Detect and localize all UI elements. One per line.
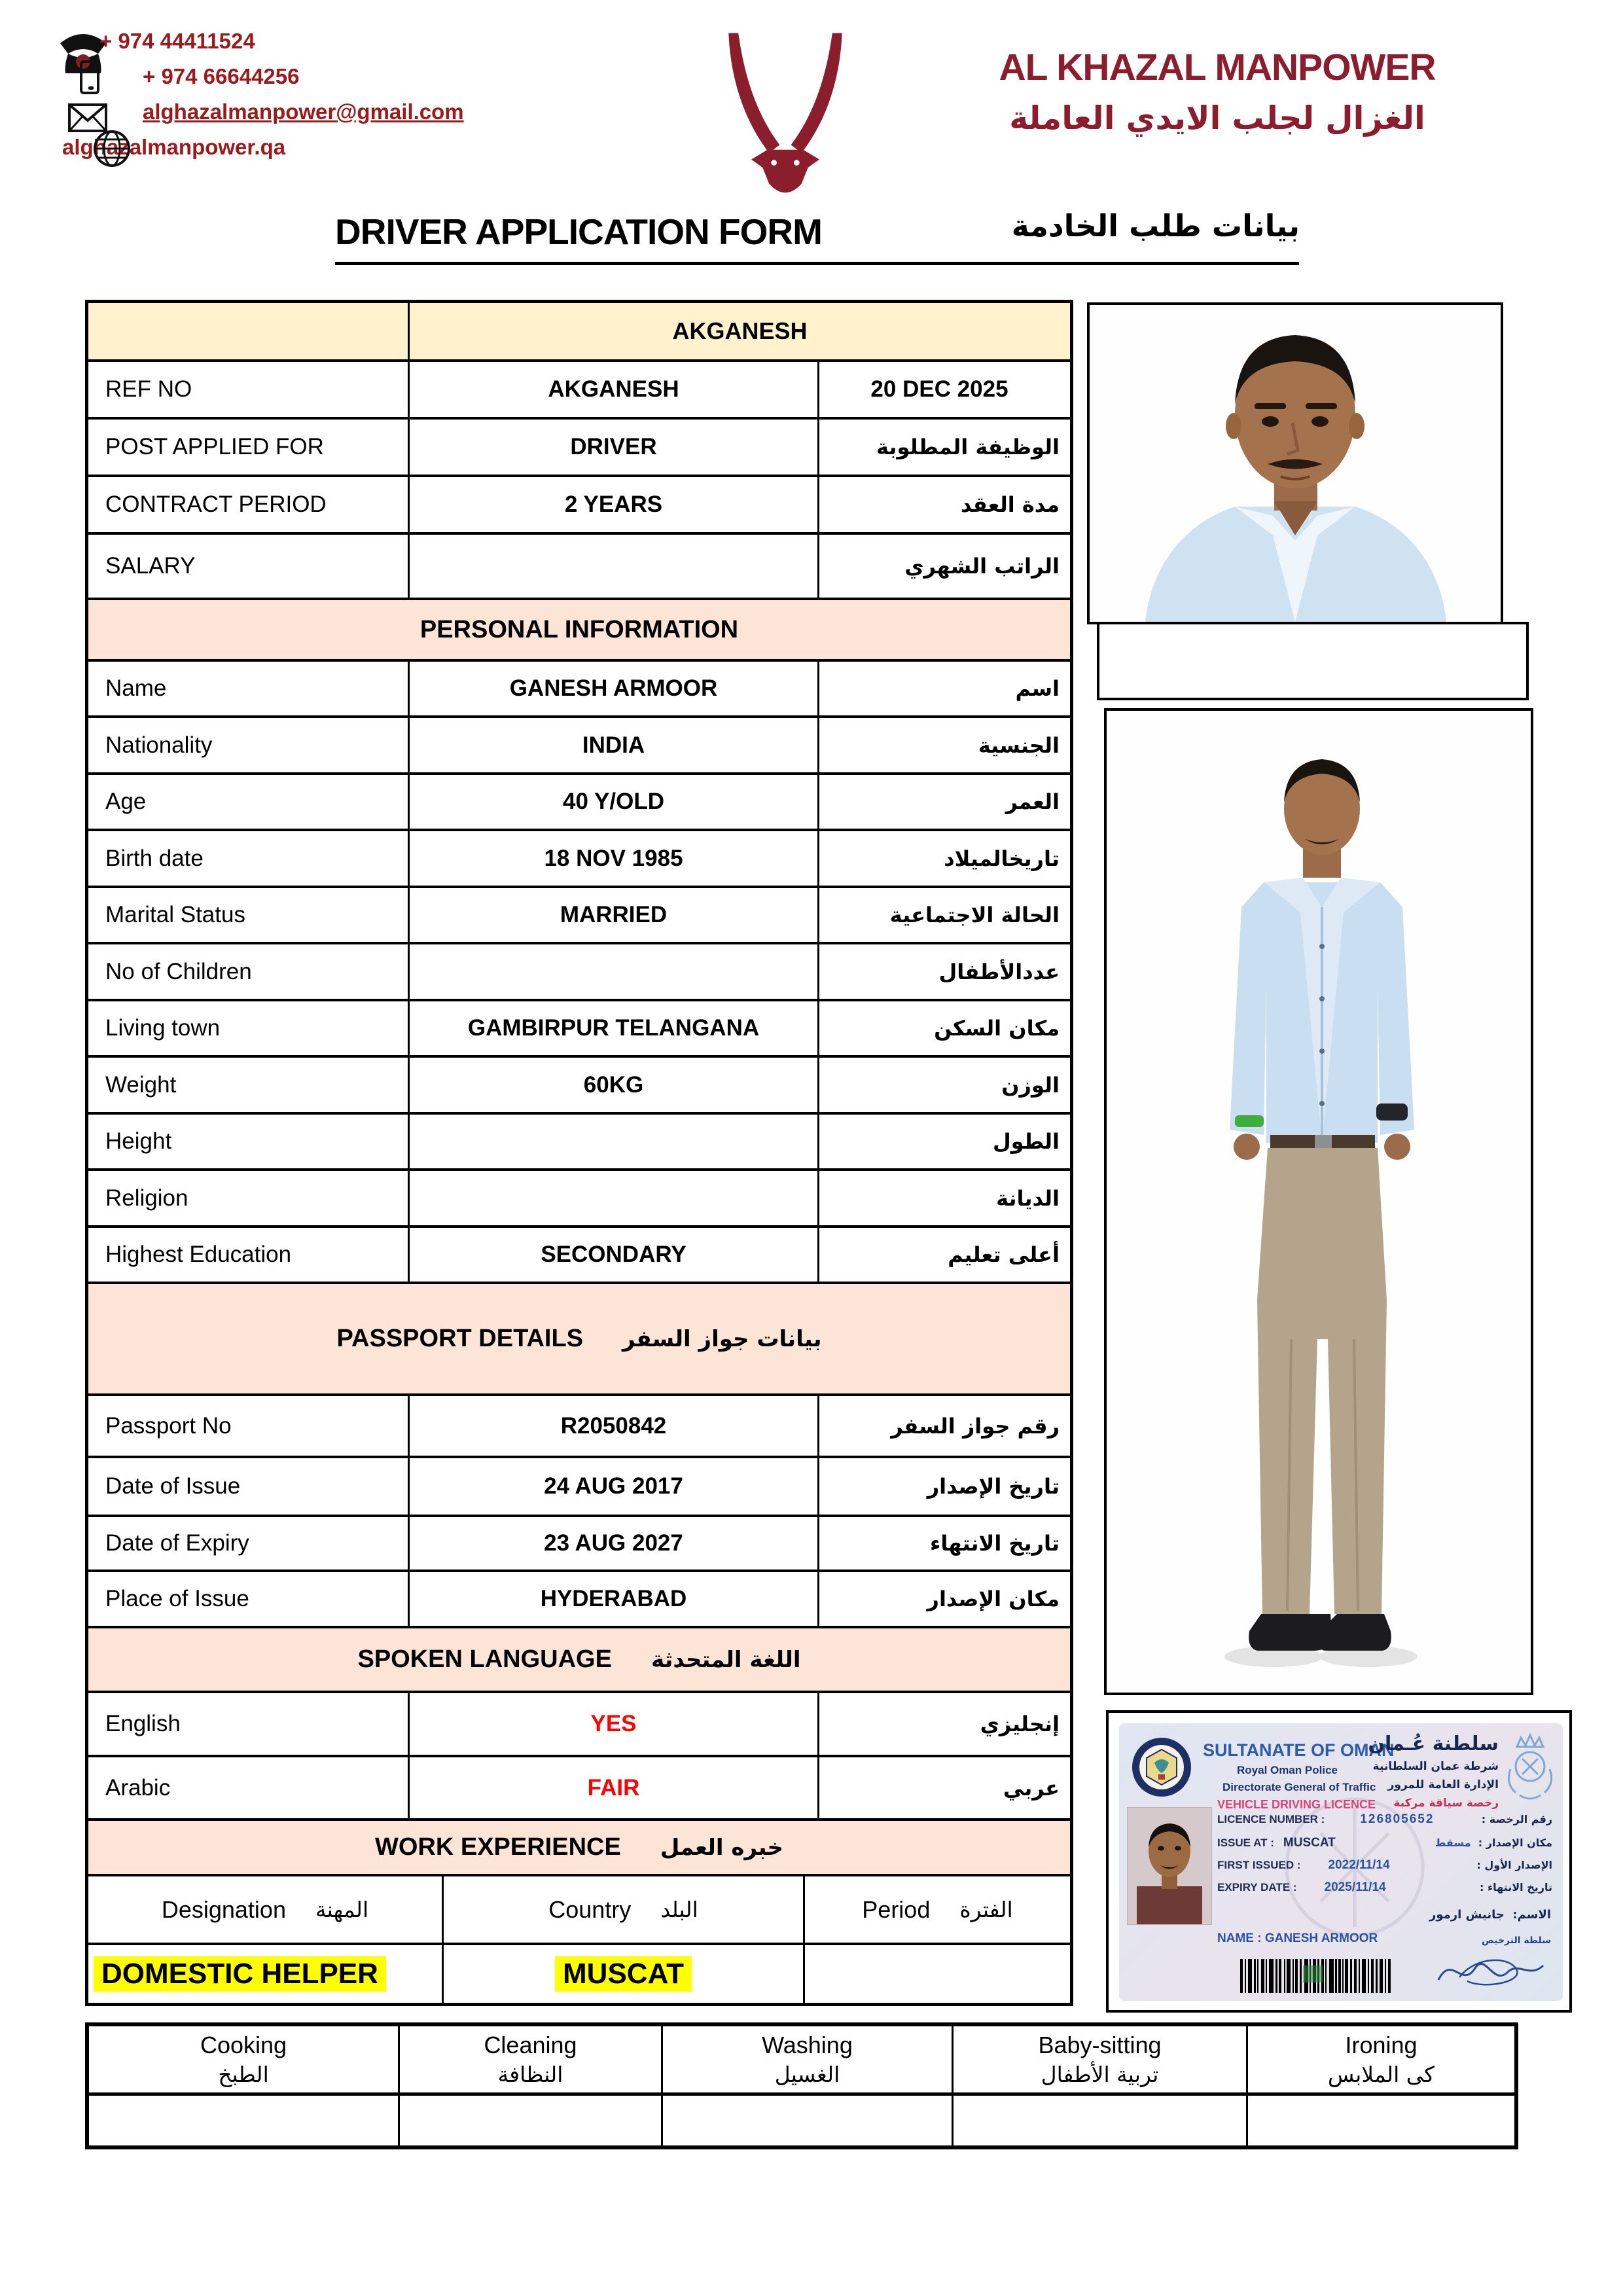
page-title-ar: بيانات طلب الخادمة [1011,208,1300,243]
table-row [88,362,1070,420]
skill-value-cell [1246,2096,1514,2145]
section-header-passport: PASSPORT DETAILS بيانات جواز السفر [88,1284,1070,1396]
row-label-ar: الوزن [817,1058,1070,1112]
table-row [88,1517,1070,1572]
contact-phone: + 974 44411524 [99,29,255,53]
skill-value-cell [89,2096,398,2145]
gcc-emblem [1131,1736,1192,1798]
signature [1433,1948,1551,1994]
row-label-ar: الديانة [817,1171,1070,1225]
row-label: Birth date [105,845,204,871]
row-label-ar: الوظيفة المطلوبة [817,420,1070,475]
row-label-ar: أعلى تعليم [817,1228,1070,1282]
skill-header: Ironing كى الملابس [1246,2026,1514,2092]
contact-website: alghazalmanpower.qa [62,135,286,159]
row-label: POST APPLIED FOR [105,434,324,459]
row-value: YES [408,1693,817,1755]
row-label-ar: الجنسية [817,718,1070,772]
application-table [85,300,1073,2006]
row-label: Highest Education [105,1242,292,1267]
card-country-en: SULTANATE OF OMAN [1203,1740,1395,1760]
row-label: English [105,1711,181,1736]
row-value [408,1171,817,1225]
row-value [408,1115,817,1168]
row-label: SALARY [105,553,196,579]
row-label: Name [105,675,167,701]
row-value: MARRIED [408,888,817,942]
licence-card-face [1119,1723,1563,2001]
full-body-photo [1104,708,1533,1695]
row-label-ar: مدة العقد [817,477,1070,532]
row-value: 18 NOV 1985 [408,831,817,886]
row-value [408,535,817,598]
section-header-personal: PERSONAL INFORMATION [88,600,1070,662]
contact-email-link[interactable]: alghazalmanpower@gmail.com [143,99,464,124]
row-label-ar: مكان الإصدار [817,1572,1070,1626]
table-row [88,420,1070,477]
row-label-ar: إنجليزي [817,1693,1070,1755]
table-row [88,775,1070,831]
skill-value-cell [398,2096,661,2145]
row-value [408,944,817,999]
section-header-work: WORK EXPERIENCE خبره العمل [88,1821,1070,1876]
table-row [88,1228,1070,1284]
table-row [88,1115,1070,1171]
row-value: INDIA [408,718,817,772]
brand-name-ar: الغزال لجلب الايدي العاملة [1009,99,1425,137]
table-row [88,1396,1070,1458]
table-row [88,888,1070,944]
row-label: Passport No [105,1412,232,1439]
row-label: Nationality [105,732,213,758]
envelope-icon [68,103,107,132]
card-org1-ar: شرطة عمان السلطانية [1372,1760,1499,1773]
row-value: GAMBIRPUR TELANGANA [408,1001,817,1055]
licence-field: FIRST ISSUED : 2022/11/14 الإصدار الأول : [1217,1858,1552,1872]
card-name-ar: الاسم: جانيش ارمور [1429,1908,1551,1922]
table-row [88,477,1070,535]
table-row [88,831,1070,888]
table-row [88,1693,1070,1757]
work-experience-row [88,1945,1070,2003]
skill-value-cell [661,2096,952,2145]
table-row [88,944,1070,1001]
headshot-photo [1087,302,1503,624]
row-label-ar: الحالة الاجتماعية [817,888,1070,942]
row-label: Date of Issue [105,1473,241,1499]
table-row [88,1572,1070,1628]
row-label-ar: عددالأطفال [817,944,1070,999]
candidate-code: AKGANESH [408,303,1070,359]
skill-header: Cleaning النظافة [398,2026,661,2092]
row-label: Weight [105,1071,177,1098]
row-value: 40 Y/OLD [408,775,817,829]
row-label: Height [105,1128,172,1154]
row-label-ar: تاريخ الانتهاء [817,1517,1070,1570]
skill-header: Washing الغسيل [661,2026,952,2092]
row-right: 20 DEC 2025 [817,362,1070,417]
table-row [88,1757,1070,1821]
table-row [88,718,1070,775]
row-value: DRIVER [408,420,817,475]
card-country-ar: سلطنة عُـمان [1368,1732,1499,1755]
page-title: DRIVER APPLICATION FORM [335,211,822,252]
empty-cell [88,303,408,359]
mobile-icon [80,60,99,94]
table-row [88,1058,1070,1115]
barcode [1240,1959,1392,1993]
row-label: Place of Issue [105,1586,249,1611]
card-doc-ar: رخصة سياقة مركبة [1393,1797,1499,1810]
row-label-ar: العمر [817,775,1070,829]
table-row [88,662,1070,718]
licence-field: EXPIRY DATE : 2025/11/14 تاريخ الانتهاء : [1217,1880,1552,1894]
skill-value-cell [952,2096,1246,2145]
section-header-language: SPOKEN LANGUAGE اللغة المتحدثة [88,1628,1070,1693]
licence-field: ISSUE AT : MUSCAT مكان الإصدار : مسقط [1217,1836,1552,1850]
candidate-code-header [88,303,1070,362]
table-row [88,1001,1070,1058]
card-name-en: NAME : GANESH ARMOOR [1217,1931,1378,1945]
row-value: HYDERABAD [408,1572,817,1626]
row-value: 60KG [408,1058,817,1112]
table-row [88,1171,1070,1228]
driving-licence-card [1106,1710,1572,2013]
row-label-ar: الراتب الشهري [817,535,1070,598]
row-value: AKGANESH [408,362,817,417]
table-row [88,1458,1070,1517]
row-label-ar: تاريخ الإصدار [817,1458,1070,1515]
card-photo [1127,1807,1212,1925]
globe-icon [93,130,131,168]
row-label-ar: تاريخالميلاد [817,831,1070,886]
title-underline [335,262,1299,265]
work-country: MUSCAT [555,1956,692,1992]
row-label-ar: رقم جواز السفر [817,1396,1070,1456]
skill-header: Baby-sitting تربية الأطفال [952,2026,1246,2092]
row-label: REF NO [105,376,192,402]
row-label: Living town [105,1015,221,1041]
card-org1-en: Royal Oman Police [1237,1764,1338,1776]
row-label: Age [105,789,147,814]
row-label-ar: الطول [817,1115,1070,1168]
row-value: SECONDARY [408,1228,817,1282]
row-value: 23 AUG 2027 [408,1517,817,1570]
row-label: No of Children [105,958,252,984]
row-value: R2050842 [408,1396,817,1456]
card-doc-en: VEHICLE DRIVING LICENCE [1217,1798,1376,1811]
row-label-ar: مكان السكن [817,1001,1070,1055]
row-label: Marital Status [105,902,245,927]
card-org2-en: Directorate General of Traffic [1222,1781,1376,1793]
table-row [88,535,1070,600]
card-org2-ar: الإدارة العامة للمرور [1387,1778,1499,1791]
gazelle-logo [704,31,867,202]
row-label: CONTRACT PERIOD [105,492,327,517]
work-designation: DOMESTIC HELPER [94,1956,386,1992]
row-label: Religion [105,1185,188,1211]
brand-name-en: AL KHAZAL MANPOWER [999,46,1436,88]
empty-photo-box [1097,622,1529,700]
row-label-ar: عربي [817,1757,1070,1818]
row-value: 2 YEARS [408,477,817,532]
police-crest-icon [1504,1732,1556,1804]
row-label-ar: اسم [817,662,1070,715]
row-value: GANESH ARMOOR [408,662,817,715]
card-authority-ar: سلطة الترخيص [1482,1935,1551,1946]
row-label: Arabic [105,1774,171,1801]
contact-mobile: + 974 66644256 [143,64,300,88]
skill-header: Cooking الطبخ [200,2032,287,2087]
work-columns-header: Designation المهنة Country البلد Period الفترة [88,1876,1070,1945]
skills-table [85,2022,1518,2149]
licence-field: LICENCE NUMBER : 126805652 رقم الرخصة : [1217,1812,1552,1826]
row-value: 24 AUG 2017 [408,1458,817,1515]
row-label: Date of Expiry [105,1530,249,1556]
row-value: FAIR [408,1757,817,1818]
work-period [803,1945,1070,2003]
